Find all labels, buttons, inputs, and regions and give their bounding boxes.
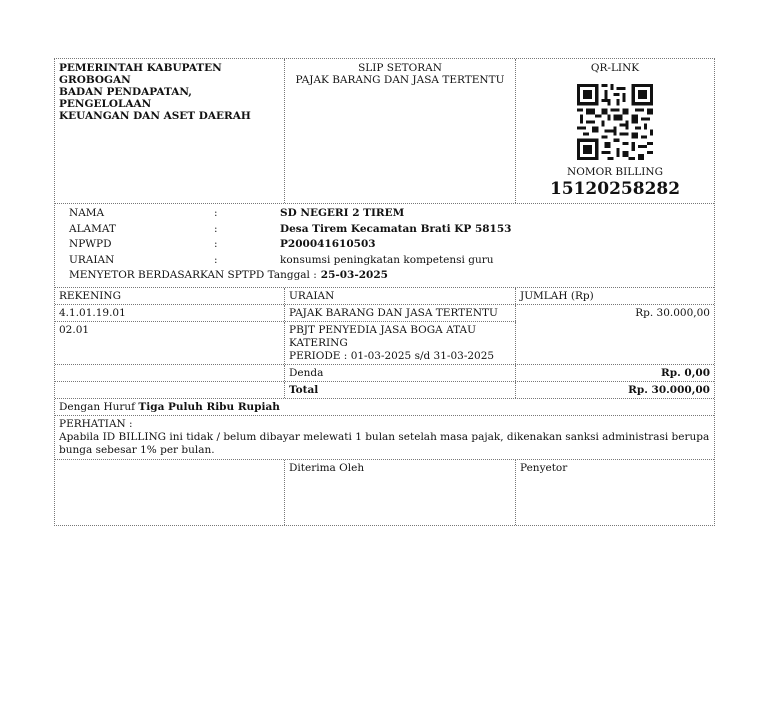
billing-block	[516, 59, 714, 203]
organization-block	[55, 59, 285, 203]
colon: :	[214, 207, 218, 219]
diterima-oleh: Diterima Oleh	[285, 460, 516, 525]
table-row	[55, 304, 714, 364]
terbilang-prefix: Dengan Huruf	[59, 401, 136, 413]
denda-label: Denda	[285, 365, 516, 381]
payment-slip	[54, 58, 715, 526]
org-line: KEUANGAN DAN ASET DAERAH	[59, 110, 251, 122]
menyetor-label: MENYETOR BERDASARKAN SPTPD Tanggal :	[69, 269, 317, 281]
info-row-alamat	[69, 222, 700, 238]
colon: :	[214, 222, 218, 235]
uraian-value: konsumsi peningkatan kompetensi guru	[280, 253, 494, 266]
org-line: PEMERINTAH KABUPATEN GROBOGAN	[59, 62, 222, 86]
nama-label: NAMA	[69, 207, 105, 219]
notice-row	[55, 415, 714, 459]
denda-value: Rp. 0,00	[661, 367, 710, 379]
qr-label: QR-LINK	[590, 62, 640, 74]
notice-text: Apabila ID BILLING ini tidak / belum dibayar melewati 1 bulan setelah masa pajak, dikenakan sanksi administrasi berupa bunga sebesar 1% per bulan.	[59, 431, 710, 456]
info-row-nama	[69, 206, 700, 222]
row1-jumlah: Rp. 30.000,00	[635, 307, 710, 319]
colon: :	[214, 253, 218, 266]
taxpayer-info	[55, 203, 714, 287]
info-row-uraian	[69, 253, 700, 269]
signature-row	[55, 459, 714, 525]
col-uraian: URAIAN	[285, 288, 516, 304]
slip-subtitle: PAJAK BARANG DAN JASA TERTENTU	[295, 74, 505, 86]
slip-title-block	[285, 59, 516, 203]
npwpd-value: P200041610503	[280, 238, 376, 250]
row2-rekening: 02.01	[55, 322, 285, 364]
row2-uraian	[285, 322, 516, 364]
nama-value: SD NEGERI 2 TIREM	[280, 207, 405, 219]
info-row-npwpd	[69, 237, 700, 253]
qr-code-icon	[577, 84, 653, 160]
notice-title: PERHATIAN :	[59, 418, 133, 430]
info-row-menyetor	[69, 268, 700, 284]
row2-uraian-line: PERIODE : 01-03-2025 s/d 31-03-2025	[289, 350, 495, 362]
menyetor-date: 25-03-2025	[320, 269, 388, 281]
row2-uraian-line: KATERING	[289, 337, 348, 349]
row2-uraian-line: PBJT PENYEDIA JASA BOGA ATAU	[289, 324, 476, 336]
col-rekening: REKENING	[55, 288, 285, 304]
uraian-label: URAIAN	[69, 253, 115, 266]
table-header	[55, 287, 714, 304]
colon: :	[214, 238, 218, 250]
npwpd-label: NPWPD	[69, 238, 112, 250]
row1-uraian: PAJAK BARANG DAN JASA TERTENTU	[285, 305, 516, 321]
terbilang-row	[55, 398, 714, 415]
billing-number: 15120258282	[549, 179, 681, 199]
total-label: Total	[285, 382, 516, 398]
row1-rekening: 4.1.01.19.01	[55, 305, 285, 321]
total-value: Rp. 30.000,00	[628, 384, 710, 396]
terbilang-text: Tiga Puluh Ribu Rupiah	[138, 401, 280, 413]
penyetor: Penyetor	[520, 462, 568, 474]
slip-title: SLIP SETORAN	[358, 62, 442, 74]
total-row	[55, 381, 714, 398]
org-line: BADAN PENDAPATAN, PENGELOLAAN	[59, 86, 192, 110]
col-jumlah: JUMLAH (Rp)	[520, 290, 594, 302]
alamat-value: Desa Tirem Kecamatan Brati KP 58153	[280, 222, 512, 235]
billing-label: NOMOR BILLING	[567, 166, 663, 178]
slip-header	[55, 59, 714, 203]
alamat-label: ALAMAT	[69, 222, 116, 235]
denda-row	[55, 364, 714, 381]
